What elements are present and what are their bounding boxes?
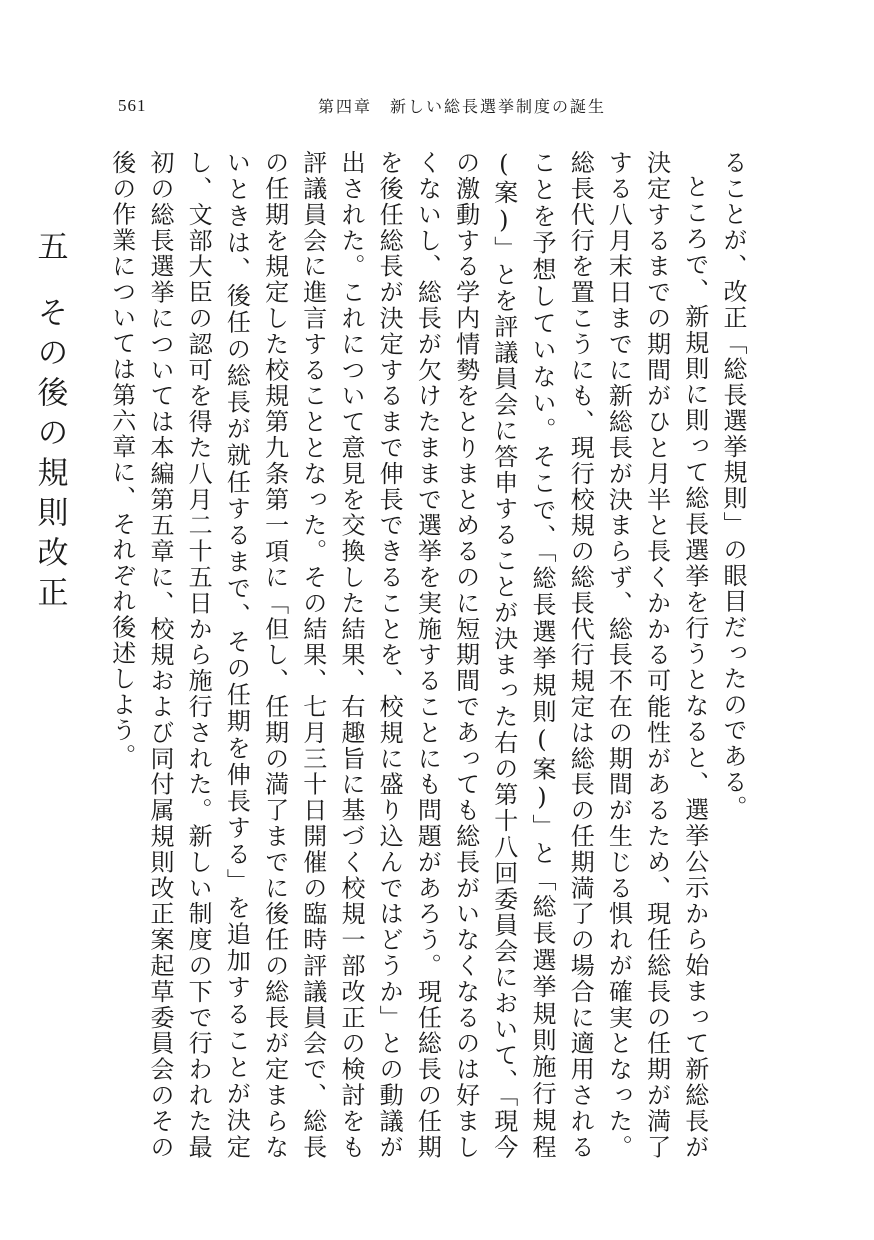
paragraph: ることが、改正「総長選挙規則」の眼目だったのである。 xyxy=(719,150,747,821)
body-text xyxy=(0,150,752,1160)
running-head: 第四章 新しい総長選挙制度の誕生 xyxy=(318,97,607,116)
page-number: 561 xyxy=(118,96,147,115)
section-title: その後の規則改正 xyxy=(31,296,68,616)
section-number: 五 xyxy=(31,230,68,270)
paragraph: ところで、新規則に則って総長選挙を行うとなると、選挙公示から始まって新総長が決定するまでの期間がひと月半と長くかかる可能性があるため、現任総長の任期が満了する八月末日までに新総長が決まらず、総長不在の期間が生じる惧れが確実となった。総長代行を置こうにも、現行校規の総長代行規定は総長の任期満了の場合に適用されることを予想していない。そこで、「総長選挙規則(案)」と「総長選挙規則施行規程(案)」とを評議員会に答申することが決まった右の第十八回委員会において、「現今の激動する学内情勢をとりまとめるのに短期間であっても総長がいなくなるのは好ましくないし、総長が欠けたままで選挙を実施することにも問題があろう。現任総長の任期を後任総長が決定するまで伸長できることを、校規に盛り込んではどうか」との動議が出された。これについて意見を交換した結果、右趣旨に基づく校規一部改正の検討をも評議員会に進言することとなった。その結果、七月三十日開催の臨時評議員会で、総長の任期を規定した校規第九条第一項に「但し、任期の満了までに後任の総長が定まらないときは、後任の総長が就任するまで、その任期を伸長する」を追加することが決定し、文部大臣の認可を得た八月二十五日から施行された。新しい制度の下で行われた最初の総長選挙については本編第五章に、校規および同付属規則改正案起草委員会のその後の作業については第六章に、それぞれ後述しよう。 xyxy=(107,150,709,1160)
section-heading xyxy=(30,150,68,1160)
